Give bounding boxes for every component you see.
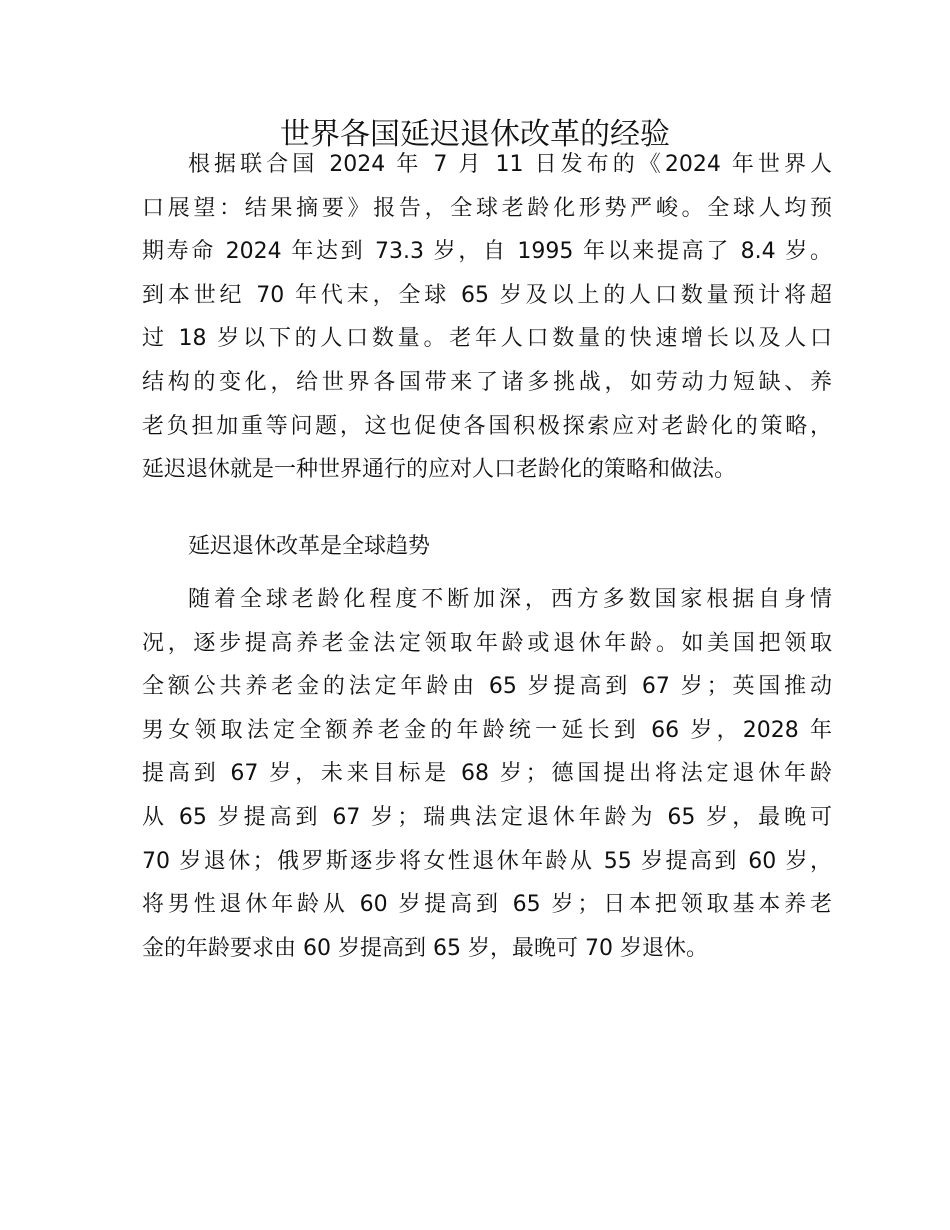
section-heading (142, 525, 832, 569)
text-line: 从 65 岁提高到 67 岁；瑞典法定退休年龄为 65 岁，最晚可 (142, 804, 832, 830)
text-line: 到本世纪 70 年代末，全球 65 岁及以上的人口数量预计将超 (142, 282, 832, 308)
text-line: 提高到 67 岁，未来目标是 68 岁；德国提出将法定退休年龄 (142, 761, 832, 787)
section-heading-text: 延迟退休改革是全球趋势 (188, 534, 431, 559)
paragraph-intro (142, 143, 832, 492)
text-line: 70 岁退休；俄罗斯逐步将女性退休年龄从 55 岁提高到 60 岁， (142, 848, 832, 874)
text-line: 全额公共养老金的法定年龄由 65 岁提高到 67 岁；英国推动 (142, 674, 832, 700)
text-line: 延迟退休就是一种世界通行的应对人口老龄化的策略和做法。 (142, 457, 737, 483)
text-line: 过 18 岁以下的人口数量。老年人口数量的快速增长以及人口 (142, 326, 832, 352)
text-line: 男女领取法定全额养老金的年龄统一延长到 66 岁，2028 年 (142, 717, 832, 743)
paragraph-global-trend (142, 578, 832, 970)
text-line: 金的年龄要求由 60 岁提高到 65 岁，最晚可 70 岁退休。 (142, 935, 708, 961)
document-title: 世界各国延迟退休改革的经验 (280, 117, 670, 152)
text-line: 况，逐步提高养老金法定领取年龄或退休年龄。如美国把领取 (142, 630, 832, 656)
text-line: 随着全球老龄化程度不断加深，西方多数国家根据自身情 (188, 587, 832, 612)
text-line: 将男性退休年龄从 60 岁提高到 65 岁；日本把领取基本养老 (142, 892, 832, 918)
text-line: 口展望：结果摘要》报告，全球老龄化形势严峻。全球人均预 (142, 195, 832, 221)
text-line: 期寿命 2024 年达到 73.3 岁，自 1995 年以来提高了 8.4 岁。 (142, 239, 832, 265)
text-line: 老负担加重等问题，这也促使各国积极探索应对老龄化的策略， (142, 413, 832, 439)
text-line: 根据联合国 2024 年 7 月 11 日发布的《2024 年世界人 (188, 152, 832, 177)
text-line: 结构的变化，给世界各国带来了诸多挑战，如劳动力短缺、养 (142, 369, 832, 395)
